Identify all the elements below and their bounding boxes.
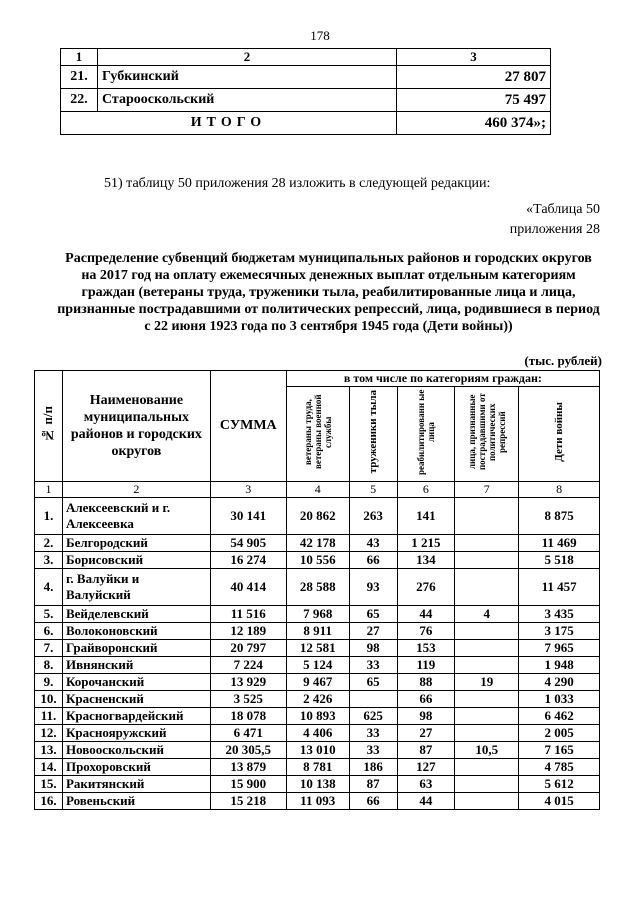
table-row (61, 66, 551, 89)
row-number: 22. (61, 89, 98, 112)
col-sum-header: СУММА (210, 371, 286, 482)
workers-cell: 625 (349, 708, 397, 725)
total-label: ИТОГО (61, 112, 397, 135)
repressed-cell: 4 (455, 606, 519, 623)
column-number: 2 (62, 482, 210, 498)
header-cell: 1 (61, 49, 98, 66)
column-number: 1 (35, 482, 63, 498)
veterans-cell: 28 588 (286, 569, 349, 606)
workers-cell: 98 (349, 640, 397, 657)
veterans-cell: 42 178 (286, 535, 349, 552)
workers-cell: 33 (349, 742, 397, 759)
sum-cell: 18 078 (210, 708, 286, 725)
rehab-cell: 1 215 (397, 535, 455, 552)
rehab-cell: 141 (397, 498, 455, 535)
col-num-header: № п/п (35, 371, 63, 482)
row-number: 6. (35, 623, 63, 640)
repressed-cell (455, 623, 519, 640)
children-cell: 3 175 (519, 623, 600, 640)
row-number: 10. (35, 691, 63, 708)
top-table (60, 48, 551, 135)
workers-cell (349, 691, 397, 708)
sum-cell: 7 224 (210, 657, 286, 674)
repressed-cell (455, 569, 519, 606)
veterans-cell: 8 781 (286, 759, 349, 776)
sum-cell: 6 471 (210, 725, 286, 742)
rehab-cell: 153 (397, 640, 455, 657)
rehab-cell: 63 (397, 776, 455, 793)
row-number: 1. (35, 498, 63, 535)
children-cell: 1 948 (519, 657, 600, 674)
children-cell: 6 462 (519, 708, 600, 725)
units-label: (тыс. рублей) (524, 353, 602, 368)
row-number: 8. (35, 657, 63, 674)
table-row (35, 569, 600, 606)
repressed-cell (455, 725, 519, 742)
district-name: Краснояружский (62, 725, 210, 742)
table-row (35, 708, 600, 725)
header-row (35, 371, 600, 387)
cat-workers-header: труженики тыла (349, 387, 397, 482)
veterans-cell: 10 893 (286, 708, 349, 725)
veterans-cell: 4 406 (286, 725, 349, 742)
workers-cell: 43 (349, 535, 397, 552)
row-number: 12. (35, 725, 63, 742)
repressed-cell: 10,5 (455, 742, 519, 759)
table-row (35, 498, 600, 535)
rehab-cell: 119 (397, 657, 455, 674)
row-number: 7. (35, 640, 63, 657)
workers-cell: 65 (349, 606, 397, 623)
cat-repressed-header: лица, признанные пострадавшими от политических репрессий (455, 387, 519, 482)
table-row (35, 793, 600, 810)
total-row (61, 112, 551, 135)
cat-children-header: Дети войны (519, 387, 600, 482)
district-name: Грайворонский (62, 640, 210, 657)
column-number: 7 (455, 482, 519, 498)
children-cell: 4 290 (519, 674, 600, 691)
sum-cell: 13 879 (210, 759, 286, 776)
veterans-cell: 5 124 (286, 657, 349, 674)
veterans-cell: 7 968 (286, 606, 349, 623)
document-title: Распределение субвенций бюджетам муниципальных районов и городских округов на 2017 год на оплату ежемесячных денежных выплат отдельным категориям граждан (ветераны труда, труженики тыла, реабилитированные лица и лица, признанные пострадавшими от политических репрессий, лица, родившиеся в период с 22 июня 1923 года по 3 сентября 1945 года (Дети войны)) (57, 251, 600, 334)
workers-cell: 27 (349, 623, 397, 640)
sum-cell: 12 189 (210, 623, 286, 640)
children-cell: 3 435 (519, 606, 600, 623)
cat-veterans-header: ветераны труда, ветераны военной службы (286, 387, 349, 482)
sum-cell: 15 900 (210, 776, 286, 793)
table-row (35, 742, 600, 759)
district-name: Алексеевский и г. Алексеевка (62, 498, 210, 535)
page-number: 178 (310, 28, 330, 43)
column-number: 3 (210, 482, 286, 498)
table-row (35, 552, 600, 569)
table-row (35, 535, 600, 552)
sum-cell: 30 141 (210, 498, 286, 535)
workers-cell: 186 (349, 759, 397, 776)
children-cell: 5 612 (519, 776, 600, 793)
row-number: 14. (35, 759, 63, 776)
sum-cell: 3 525 (210, 691, 286, 708)
district-name: г. Валуйки и Валуйский (62, 569, 210, 606)
rehab-cell: 134 (397, 552, 455, 569)
workers-cell: 33 (349, 725, 397, 742)
repressed-cell (455, 708, 519, 725)
row-number: 9. (35, 674, 63, 691)
veterans-cell: 20 862 (286, 498, 349, 535)
workers-cell: 87 (349, 776, 397, 793)
table-row (35, 691, 600, 708)
repressed-cell (455, 657, 519, 674)
sum-cell: 20 797 (210, 640, 286, 657)
row-number: 5. (35, 606, 63, 623)
workers-cell: 33 (349, 657, 397, 674)
row-number: 21. (61, 66, 98, 89)
row-number: 13. (35, 742, 63, 759)
row-name: Старооскольский (98, 89, 397, 112)
total-value: 460 374»; (397, 112, 551, 135)
cat-rehab-header: реабилитированн ые лица (397, 387, 455, 482)
veterans-cell: 10 138 (286, 776, 349, 793)
col-group-header: в том числе по категориям граждан: (286, 371, 599, 387)
district-name: Вейделевский (62, 606, 210, 623)
district-name: Ракитянский (62, 776, 210, 793)
instruction-text: 51) таблицу 50 приложения 28 изложить в следующей редакции: (104, 176, 491, 191)
veterans-cell: 13 010 (286, 742, 349, 759)
rehab-cell: 44 (397, 793, 455, 810)
repressed-cell: 19 (455, 674, 519, 691)
sum-cell: 15 218 (210, 793, 286, 810)
veterans-cell: 9 467 (286, 674, 349, 691)
row-value: 75 497 (397, 89, 551, 112)
children-cell: 2 005 (519, 725, 600, 742)
repressed-cell (455, 535, 519, 552)
district-name: Борисовский (62, 552, 210, 569)
table-row (35, 759, 600, 776)
children-cell: 5 518 (519, 552, 600, 569)
rehab-cell: 27 (397, 725, 455, 742)
sum-cell: 40 414 (210, 569, 286, 606)
children-cell: 11 469 (519, 535, 600, 552)
veterans-cell: 12 581 (286, 640, 349, 657)
children-cell: 4 015 (519, 793, 600, 810)
table-row (35, 674, 600, 691)
sum-cell: 20 305,5 (210, 742, 286, 759)
children-cell: 7 965 (519, 640, 600, 657)
table-row (35, 606, 600, 623)
table-row (35, 725, 600, 742)
sum-cell: 13 929 (210, 674, 286, 691)
workers-cell: 93 (349, 569, 397, 606)
veterans-cell: 2 426 (286, 691, 349, 708)
children-cell: 11 457 (519, 569, 600, 606)
column-number: 8 (519, 482, 600, 498)
repressed-cell (455, 759, 519, 776)
header-cell: 2 (98, 49, 397, 66)
repressed-cell (455, 793, 519, 810)
column-number: 4 (286, 482, 349, 498)
repressed-cell (455, 498, 519, 535)
district-name: Красногвардейский (62, 708, 210, 725)
rehab-cell: 66 (397, 691, 455, 708)
workers-cell: 263 (349, 498, 397, 535)
repressed-cell (455, 552, 519, 569)
children-cell: 4 785 (519, 759, 600, 776)
row-value: 27 807 (397, 66, 551, 89)
table-row (35, 657, 600, 674)
veterans-cell: 8 911 (286, 623, 349, 640)
column-number: 5 (349, 482, 397, 498)
children-cell: 8 875 (519, 498, 600, 535)
rehab-cell: 88 (397, 674, 455, 691)
district-name: Белгородский (62, 535, 210, 552)
district-name: Ивнянский (62, 657, 210, 674)
district-name: Красненский (62, 691, 210, 708)
row-number: 15. (35, 776, 63, 793)
col-name-header: Наименование муниципальных районов и городских округов (62, 371, 210, 482)
column-number-row (35, 482, 600, 498)
district-name: Новооскольский (62, 742, 210, 759)
sum-cell: 16 274 (210, 552, 286, 569)
repressed-cell (455, 691, 519, 708)
table-row (35, 640, 600, 657)
veterans-cell: 11 093 (286, 793, 349, 810)
top-table-header (61, 49, 551, 66)
workers-cell: 65 (349, 674, 397, 691)
children-cell: 7 165 (519, 742, 600, 759)
rehab-cell: 76 (397, 623, 455, 640)
district-name: Прохоровский (62, 759, 210, 776)
workers-cell: 66 (349, 552, 397, 569)
rehab-cell: 276 (397, 569, 455, 606)
children-cell: 1 033 (519, 691, 600, 708)
table-row (61, 89, 551, 112)
table-row (35, 776, 600, 793)
district-name: Волоконовский (62, 623, 210, 640)
row-number: 11. (35, 708, 63, 725)
row-number: 4. (35, 569, 63, 606)
row-name: Губкинский (98, 66, 397, 89)
table-ref-line1: «Таблица 50 (526, 202, 600, 217)
sum-cell: 54 905 (210, 535, 286, 552)
veterans-cell: 10 556 (286, 552, 349, 569)
rehab-cell: 98 (397, 708, 455, 725)
repressed-cell (455, 640, 519, 657)
rehab-cell: 44 (397, 606, 455, 623)
district-name: Ровеньский (62, 793, 210, 810)
sum-cell: 11 516 (210, 606, 286, 623)
row-number: 2. (35, 535, 63, 552)
table-row (35, 623, 600, 640)
district-name: Корочанский (62, 674, 210, 691)
column-number: 6 (397, 482, 455, 498)
table-ref-line2: приложения 28 (509, 222, 600, 237)
row-number: 16. (35, 793, 63, 810)
repressed-cell (455, 776, 519, 793)
rehab-cell: 127 (397, 759, 455, 776)
header-cell: 3 (397, 49, 551, 66)
rehab-cell: 87 (397, 742, 455, 759)
subsidy-table (34, 370, 600, 810)
workers-cell: 66 (349, 793, 397, 810)
row-number: 3. (35, 552, 63, 569)
